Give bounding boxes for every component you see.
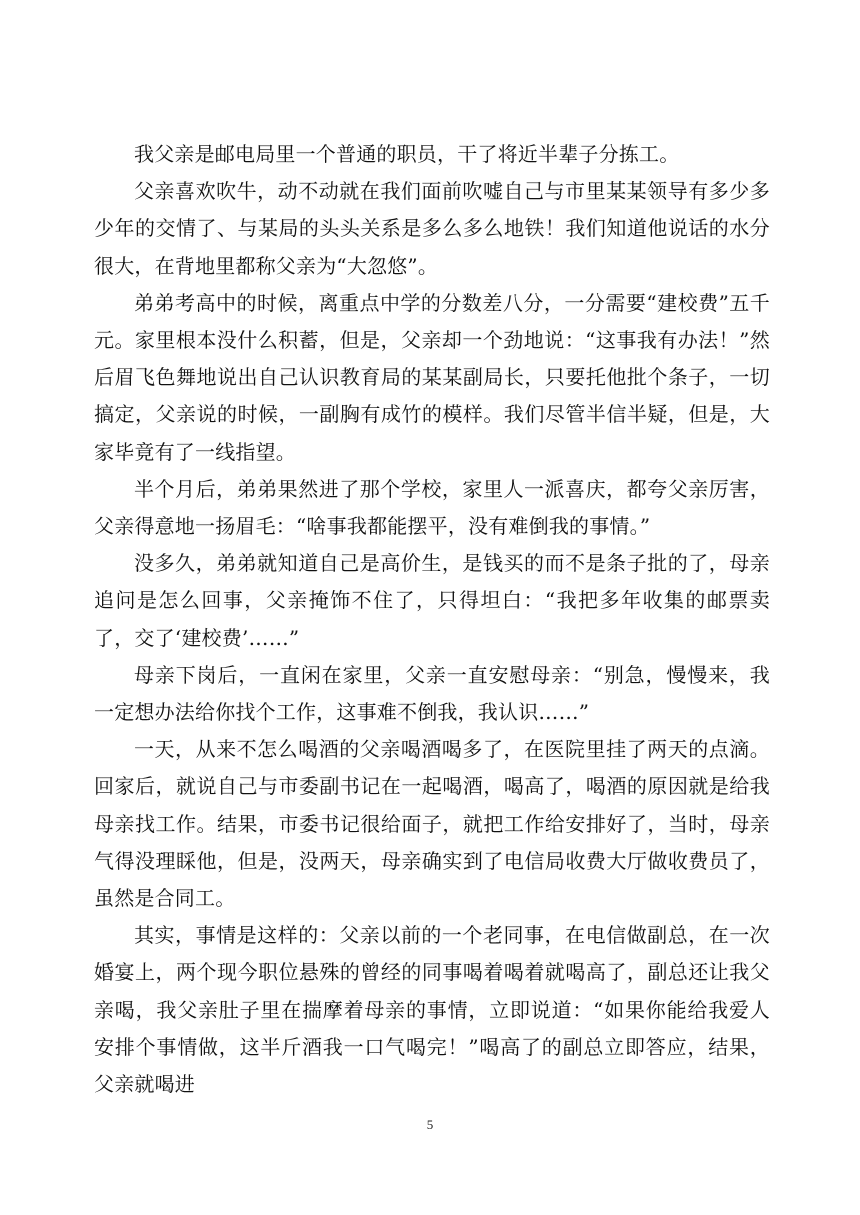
paragraph: 父亲喜欢吹牛，动不动就在我们面前吹嘘自己与市里某某领导有多少多少年的交情了、与某局的头头关系是多么多么地铁！我们知道他说话的水分很大，在背地里都称父亲为“大忽悠”。 (94, 179, 770, 278)
document-body (94, 136, 770, 1103)
paragraph: 一天，从来不怎么喝酒的父亲喝酒喝多了，在医院里挂了两天的点滴。回家后，就说自己与市委副书记在一起喝酒，喝高了，喝酒的原因就是给我母亲找工作。结果，市委书记很给面子，就把工作给安排好了，当时，母亲气得没理睬他，但是，没两天，母亲确实到了电信局收费大厅做收费员了，虽然是合同工。 (94, 737, 770, 911)
paragraph: 没多久，弟弟就知道自己是高价生，是钱买的而不是条子批的了，母亲追问是怎么回事，父亲掩饰不住了，只得坦白：“我把多年收集的邮票卖了，交了‘建校费’……” (94, 551, 770, 650)
paragraph: 其实，事情是这样的：父亲以前的一个老同事，在电信做副总，在一次婚宴上，两个现今职位悬殊的曾经的同事喝着喝着就喝高了，副总还让我父亲喝，我父亲肚子里在揣摩着母亲的事情，立即说道：“如果你能给我爱人安排个事情做，这半斤酒我一口气喝完！”喝高了的副总立即答应，结果，父亲就喝进 (94, 923, 770, 1097)
paragraph: 我父亲是邮电局里一个普通的职员，干了将近半辈子分拣工。 (134, 142, 680, 166)
paragraph: 半个月后，弟弟果然进了那个学校，家里人一派喜庆，都夸父亲厉害，父亲得意地一扬眉毛：“啥事我都能摆平，没有难倒我的事情。” (94, 476, 770, 539)
paragraph: 弟弟考高中的时候，离重点中学的分数差八分，一分需要“建校费”五千元。家里根本没什么积蓄，但是，父亲却一个劲地说：“这事我有办法！”然后眉飞色舞地说出自己认识教育局的某某副局长，只要托他批个条子，一切搞定，父亲说的时候，一副胸有成竹的模样。我们尽管半信半疑，但是，大家毕竟有了一线指望。 (94, 290, 770, 464)
paragraph: 母亲下岗后，一直闲在家里，父亲一直安慰母亲：“别急，慢慢来，我一定想办法给你找个工作，这事难不倒我，我认识……” (94, 662, 770, 725)
page-number: 5 (426, 1117, 434, 1132)
